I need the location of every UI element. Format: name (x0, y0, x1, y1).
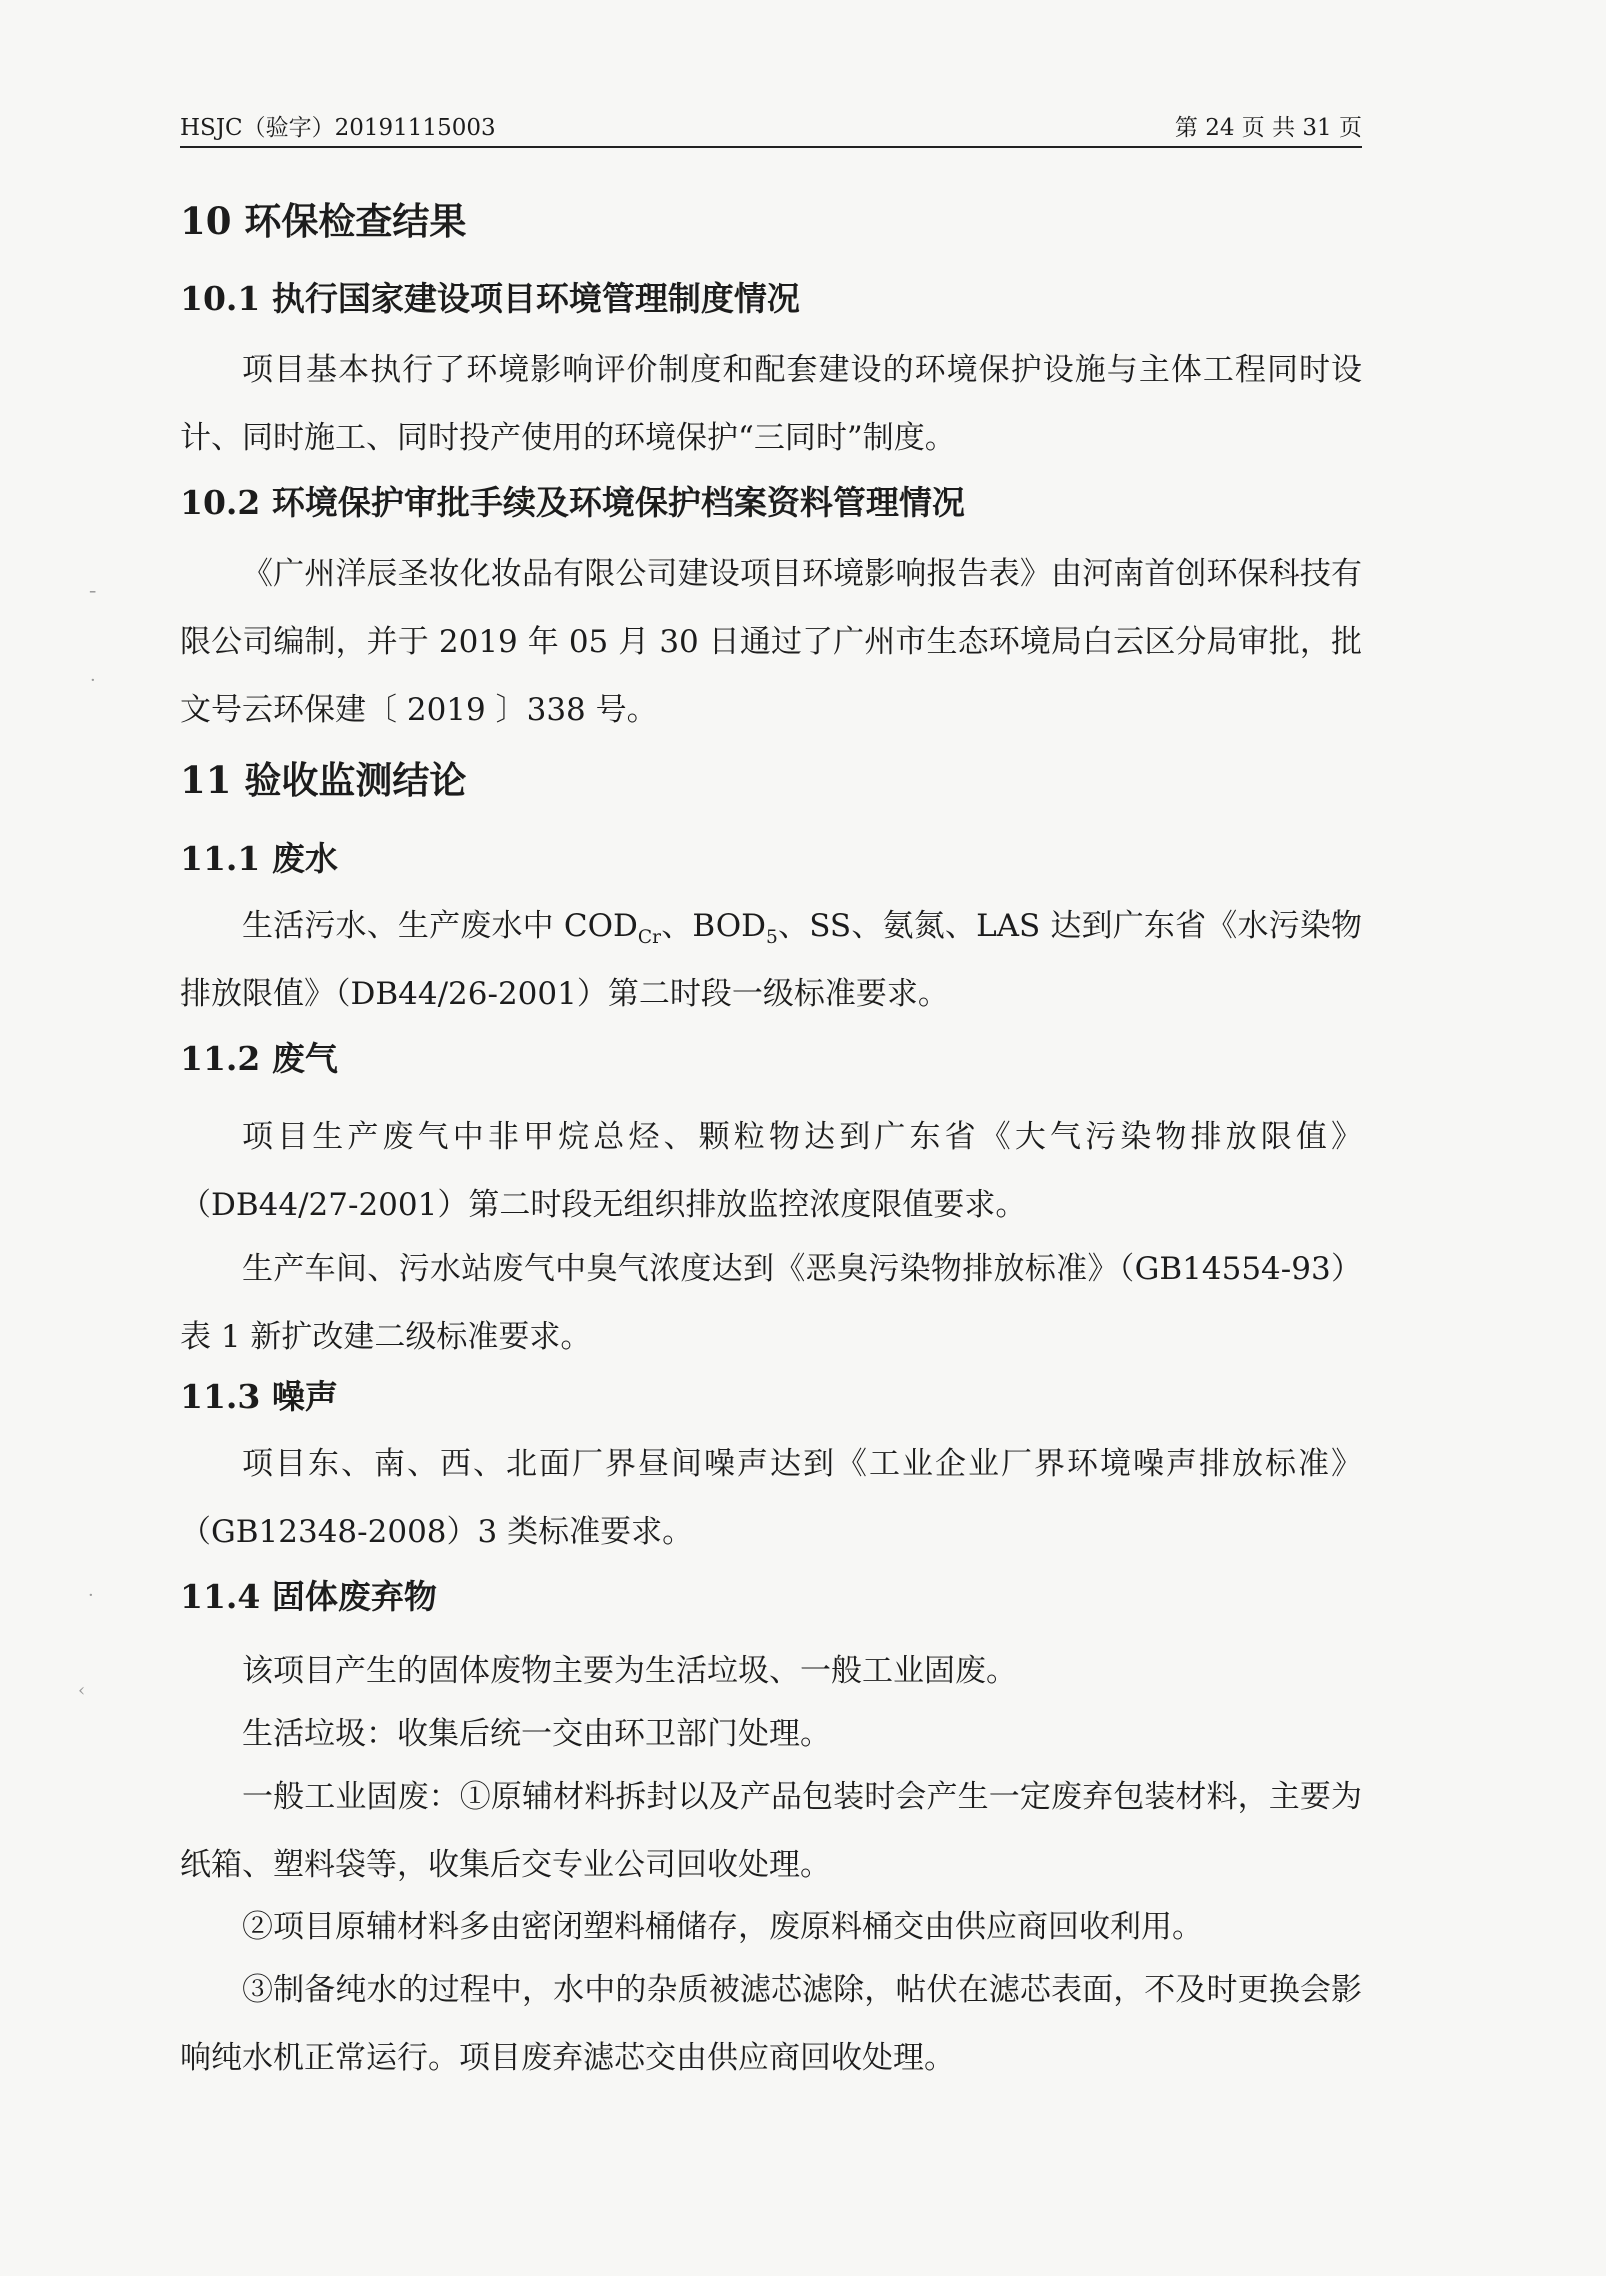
section-11-2-paragraph-2: 生产车间、污水站废气中臭气浓度达到《恶臭污染物排放标准》（GB14554-93）表 1 新扩改建二级标准要求。 (180, 1251, 1362, 1355)
section-11-1-paragraph (180, 892, 1362, 1028)
page-header (180, 110, 1362, 148)
section-11-2-paragraph-1: 项目生产废气中非甲烷总烃、颗粒物达到广东省《大气污染物排放限值》（DB44/27-2001）第二时段无组织排放监控浓度限值要求。 (180, 1119, 1362, 1223)
section-11-2-title: 11.2 废气 (180, 1039, 338, 1078)
section-10-1-paragraph: 项目基本执行了环境影响评价制度和配套建设的环境保护设施与主体工程同时设计、同时施工、同时投产使用的环境保护“三同时”制度。 (180, 352, 1362, 456)
section-10-2-paragraph: 《广州洋辰圣妆化妆品有限公司建设项目环境影响报告表》由河南首创环保科技有限公司编制，并于 2019 年 05 月 30 日通过了广州市生态环境局白云区分局审批，批文号云环保建〔 2019 〕338 号。 (180, 556, 1362, 728)
section-10-2-title: 10.2 环境保护审批手续及环境保护档案资料管理情况 (180, 483, 965, 522)
section-11-3-title: 11.3 噪声 (180, 1377, 338, 1416)
section-11-4-paragraph-5: ③制备纯水的过程中，水中的杂质被滤芯滤除，帖伏在滤芯表面，不及时更换会影响纯水机正常运行。项目废弃滤芯交由供应商回收处理。 (180, 1972, 1362, 2076)
section-10-title: 10 环保检查结果 (180, 199, 467, 243)
section-11-4-paragraph-3: 一般工业固废：①原辅材料拆封以及产品包装时会产生一定废弃包装材料，主要为纸箱、塑料袋等，收集后交专业公司回收处理。 (180, 1779, 1362, 1883)
cod-subscript: Cr (637, 927, 662, 949)
wastewater-text-c: 、SS、氨氮、LAS 达到广东省《水污染物排放限值》（DB44/26-2001）第二时段一级标准要求。 (180, 908, 1363, 1012)
wastewater-text-b: 、BOD (661, 908, 767, 944)
section-11-4-paragraph-1: 该项目产生的固体废物主要为生活垃圾、一般工业固废。 (242, 1653, 1017, 1689)
section-10-1-title: 10.1 执行国家建设项目环境管理制度情况 (180, 279, 800, 318)
bod-subscript: 5 (766, 927, 778, 949)
scan-mark: ╴ (90, 582, 101, 603)
section-11-4-paragraph-2: 生活垃圾：收集后统一交由环卫部门处理。 (242, 1716, 831, 1752)
section-11-1-title: 11.1 废水 (180, 839, 338, 878)
scan-mark: · (90, 670, 96, 691)
section-11-4-title: 11.4 固体废弃物 (180, 1577, 437, 1616)
section-11-title: 11 验收监测结论 (180, 758, 467, 802)
wastewater-text-a: 生活污水、生产废水中 COD (242, 908, 638, 944)
page-number: 第 24 页 共 31 页 (1174, 115, 1362, 141)
section-11-4-paragraph-4: ②项目原辅材料多由密闭塑料桶储存，废原料桶交由供应商回收利用。 (242, 1909, 1203, 1945)
section-11-3-paragraph: 项目东、南、西、北面厂界昼间噪声达到《工业企业厂界环境噪声排放标准》（GB12348-2008）3 类标准要求。 (180, 1446, 1362, 1550)
document-id: HSJC（验字）20191115003 (180, 115, 496, 141)
scan-mark: ‹ (78, 1680, 86, 1701)
scan-mark: · (88, 1585, 94, 1606)
